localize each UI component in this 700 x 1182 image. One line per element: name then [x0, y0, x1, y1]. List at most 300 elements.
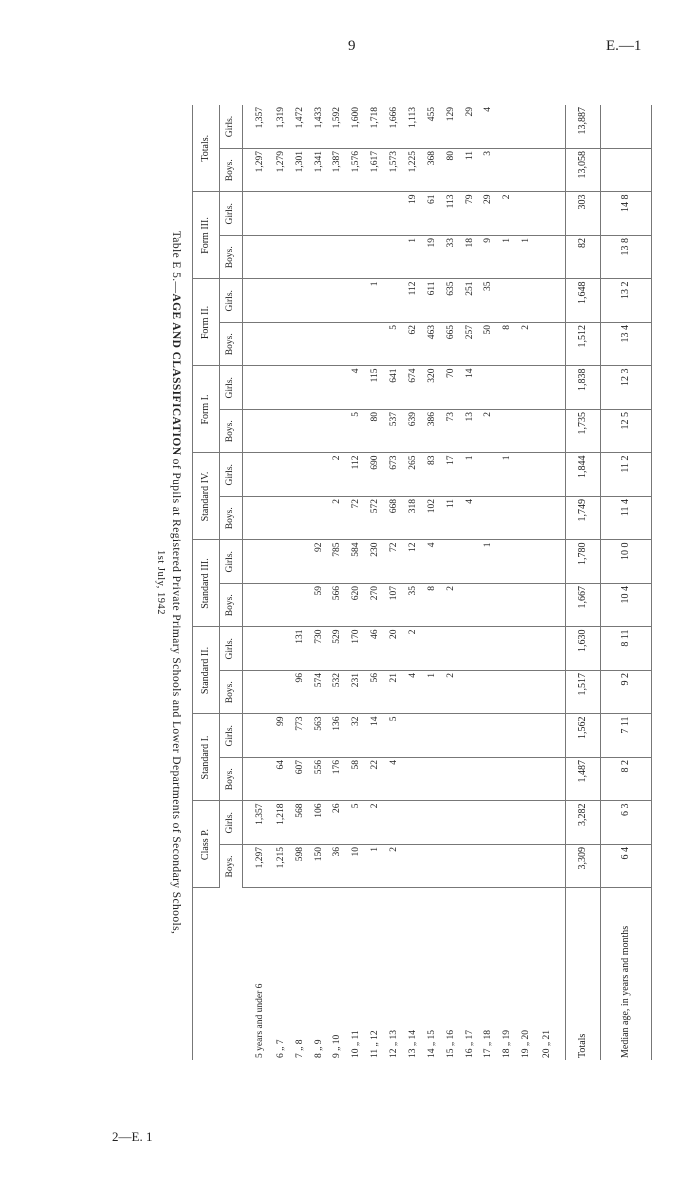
table-cell: 230 [366, 540, 385, 584]
table-cell [385, 279, 404, 323]
table-cell: 1,735 [566, 410, 600, 454]
table-cell [499, 497, 518, 541]
girls-subheader: Girls. [220, 366, 243, 410]
group-header: Totals. [193, 105, 220, 192]
table-cell [404, 845, 423, 889]
table-row [385, 105, 404, 1060]
table-cell [517, 279, 536, 323]
table-row [499, 105, 518, 1060]
table-cell: 72 [385, 540, 404, 584]
table-body [243, 105, 652, 1060]
table-cell [291, 410, 310, 454]
table-cell [404, 758, 423, 802]
table-cell: 9 [480, 236, 499, 280]
table-cell: 13,887 [566, 105, 600, 149]
table-cell: 35 [404, 584, 423, 628]
table-cell: 96 [291, 671, 310, 715]
boys-subheader: Boys. [220, 410, 243, 454]
table-cell [536, 279, 566, 323]
group-header: Standard III. [193, 540, 220, 627]
table-cell: 22 [366, 758, 385, 802]
table-cell: 1,225 [404, 149, 423, 193]
table-cell: 1,780 [566, 540, 600, 584]
table-cell: 463 [423, 323, 442, 367]
table-cell: 70 [442, 366, 461, 410]
table-cell [600, 105, 651, 149]
table-cell [310, 279, 329, 323]
table-cell [536, 105, 566, 149]
table-cell [536, 323, 566, 367]
table-cell: 1,319 [272, 105, 291, 149]
table-cell [499, 671, 518, 715]
table-cell: 4 [404, 671, 423, 715]
table-cell [499, 149, 518, 193]
age-label: 10 „ 11 [351, 1030, 362, 1058]
table-cell: 1,387 [329, 149, 348, 193]
boys-subheader: Boys. [220, 845, 243, 889]
table-cell [442, 801, 461, 845]
table-cell: 1,666 [385, 105, 404, 149]
footer-code: 2—E. 1 [112, 1129, 153, 1144]
table-cell: 1,573 [385, 149, 404, 193]
table-cell [517, 758, 536, 802]
table-cell: 12 5 [600, 410, 651, 454]
table-cell [243, 366, 273, 410]
table-cell [366, 192, 385, 236]
girls-subheader: Girls. [220, 801, 243, 845]
table-cell: 112 [404, 279, 423, 323]
age-label: 17 „ 18 [483, 1030, 494, 1058]
table-cell: 318 [404, 497, 423, 541]
age-label: 7 „ 8 [294, 1039, 305, 1058]
girls-subheader: Girls. [220, 453, 243, 497]
group-header-row [193, 105, 220, 1060]
table-cell: 620 [348, 584, 367, 628]
table-cell [423, 801, 442, 845]
age-label: 19 „ 20 [521, 1030, 532, 1058]
table-cell [243, 279, 273, 323]
table-cell [243, 627, 273, 671]
table-cell: 3 [480, 149, 499, 193]
table-cell [517, 714, 536, 758]
table-cell: 6 3 [600, 801, 651, 845]
table-cell [461, 714, 480, 758]
table-cell [536, 192, 566, 236]
age-label: 8 „ 9 [313, 1039, 324, 1058]
table-cell [243, 714, 273, 758]
boys-subheader: Boys. [220, 236, 243, 280]
table-cell: 11 2 [600, 453, 651, 497]
table-cell: 13 [461, 410, 480, 454]
table-cell: 2 [329, 497, 348, 541]
table-cell [442, 714, 461, 758]
table-cell [272, 584, 291, 628]
table-cell: 79 [461, 192, 480, 236]
table-cell [329, 279, 348, 323]
table-cell: 785 [329, 540, 348, 584]
table-cell [461, 627, 480, 671]
table-cell: 4 [423, 540, 442, 584]
table-cell: 5 [348, 410, 367, 454]
table-cell [517, 671, 536, 715]
table-cell [517, 192, 536, 236]
table-cell: 5 [385, 714, 404, 758]
table-cell [536, 366, 566, 410]
table-cell [480, 584, 499, 628]
table-cell: 112 [348, 453, 367, 497]
table-cell: 58 [348, 758, 367, 802]
table-cell: 1 [499, 453, 518, 497]
table-cell: 176 [329, 758, 348, 802]
table-cell: 12 [404, 540, 423, 584]
row-label-header [193, 888, 243, 1060]
girls-subheader: Girls. [220, 192, 243, 236]
girls-subheader: Girls. [220, 627, 243, 671]
table-cell [272, 627, 291, 671]
table-cell: 92 [310, 540, 329, 584]
group-header: Standard I. [193, 714, 220, 801]
table-cell [536, 801, 566, 845]
table-cell [461, 540, 480, 584]
table-cell: 17 [442, 453, 461, 497]
table-cell [423, 714, 442, 758]
age-label: 15 „ 16 [445, 1030, 456, 1058]
table-cell: 13 2 [600, 279, 651, 323]
table-cell: 50 [480, 323, 499, 367]
table-cell: 303 [566, 192, 600, 236]
table-cell: 102 [423, 497, 442, 541]
table-cell [404, 714, 423, 758]
table-cell [480, 845, 499, 889]
table-cell: 2 [329, 453, 348, 497]
table-cell: 635 [442, 279, 461, 323]
table-row [348, 105, 367, 1060]
table-cell [442, 540, 461, 584]
table-cell: 1 [366, 845, 385, 889]
table-cell: 1 [423, 671, 442, 715]
table-cell: 11 4 [600, 497, 651, 541]
table-cell [442, 627, 461, 671]
table-cell: 33 [442, 236, 461, 280]
table-cell [291, 584, 310, 628]
table-cell [243, 758, 273, 802]
table-cell: 3,282 [566, 801, 600, 845]
table-cell: 170 [348, 627, 367, 671]
table-row [423, 105, 442, 1060]
table-cell [272, 540, 291, 584]
table-cell [499, 627, 518, 671]
table-cell [243, 192, 273, 236]
table-cell: 529 [329, 627, 348, 671]
table-cell: 11 [442, 497, 461, 541]
table-cell: 2 [480, 410, 499, 454]
table-cell: 14 [366, 714, 385, 758]
table-cell [291, 366, 310, 410]
girls-subheader: Girls. [220, 279, 243, 323]
table-cell [272, 192, 291, 236]
table-cell [310, 497, 329, 541]
table-cell [517, 149, 536, 193]
group-header: Standard IV. [193, 453, 220, 540]
table-cell: 690 [366, 453, 385, 497]
table-cell: 56 [366, 671, 385, 715]
table-row [461, 105, 480, 1060]
table-cell [272, 366, 291, 410]
table-cell [329, 192, 348, 236]
table-cell [499, 540, 518, 584]
table-cell [499, 279, 518, 323]
table-cell: 1,667 [566, 584, 600, 628]
table-cell: 1,433 [310, 105, 329, 149]
table-cell: 9 2 [600, 671, 651, 715]
table-cell: 8 [499, 323, 518, 367]
age-label: 16 „ 17 [464, 1030, 475, 1058]
totals-row [566, 105, 600, 1060]
table-cell: 73 [442, 410, 461, 454]
table-cell [600, 149, 651, 193]
table-cell: 8 11 [600, 627, 651, 671]
table-cell: 62 [404, 323, 423, 367]
age-label: 11 „ 12 [370, 1030, 381, 1058]
group-header: Class P. [193, 801, 220, 888]
table-cell [310, 453, 329, 497]
table-cell: 1,472 [291, 105, 310, 149]
table-cell: 83 [423, 453, 442, 497]
table-cell: 4 [480, 105, 499, 149]
table-cell: 537 [385, 410, 404, 454]
table-row [243, 105, 273, 1060]
table-cell: 674 [404, 366, 423, 410]
group-header: Standard II. [193, 627, 220, 714]
table-cell [442, 758, 461, 802]
table-cell: 270 [366, 584, 385, 628]
table-cell: 18 [461, 236, 480, 280]
table-cell: 1 [366, 279, 385, 323]
table-cell: 35 [480, 279, 499, 323]
table-cell: 3,309 [566, 845, 600, 889]
table-cell [499, 105, 518, 149]
table-container [192, 105, 652, 1060]
table-cell [461, 758, 480, 802]
table-cell [272, 236, 291, 280]
table-cell [536, 410, 566, 454]
table-cell [536, 584, 566, 628]
boys-subheader: Boys. [220, 497, 243, 541]
table-cell [291, 453, 310, 497]
table-row [272, 105, 291, 1060]
table-cell [310, 192, 329, 236]
table-row [517, 105, 536, 1060]
table-cell [499, 366, 518, 410]
table-cell: 611 [423, 279, 442, 323]
table-cell [499, 584, 518, 628]
table-cell: 107 [385, 584, 404, 628]
table-cell [480, 714, 499, 758]
table-cell: 12 3 [600, 366, 651, 410]
boys-subheader: Boys. [220, 671, 243, 715]
table-cell: 773 [291, 714, 310, 758]
table-cell [366, 236, 385, 280]
document-code: E.—1 [606, 38, 642, 54]
table-cell [536, 236, 566, 280]
table-cell: 1 [461, 453, 480, 497]
table-cell [272, 671, 291, 715]
table-cell: 1,218 [272, 801, 291, 845]
table-cell: 1,297 [243, 845, 273, 889]
table-cell [423, 758, 442, 802]
table-cell: 13 8 [600, 236, 651, 280]
table-cell: 566 [329, 584, 348, 628]
table-cell [310, 323, 329, 367]
table-cell: 26 [329, 801, 348, 845]
age-label: 12 „ 13 [389, 1030, 399, 1058]
table-cell [517, 497, 536, 541]
table-cell: 320 [423, 366, 442, 410]
table-cell [536, 497, 566, 541]
table-cell [517, 845, 536, 889]
table-cell [291, 323, 310, 367]
table-cell: 1,517 [566, 671, 600, 715]
table-cell: 19 [423, 236, 442, 280]
table-cell: 10 [348, 845, 367, 889]
table-cell: 150 [310, 845, 329, 889]
table-cell: 2 [442, 584, 461, 628]
table-cell [272, 279, 291, 323]
table-cell: 7 11 [600, 714, 651, 758]
table-cell [243, 671, 273, 715]
table-cell [536, 714, 566, 758]
table-cell: 115 [366, 366, 385, 410]
table-cell [404, 801, 423, 845]
table-cell: 1,357 [243, 105, 273, 149]
table-cell [536, 758, 566, 802]
table-cell: 1 [480, 540, 499, 584]
page-number: 9 [348, 38, 356, 54]
age-label: 13 „ 14 [407, 1030, 418, 1058]
table-cell [480, 366, 499, 410]
table-cell [517, 801, 536, 845]
table-cell: 665 [442, 323, 461, 367]
table-cell: 29 [480, 192, 499, 236]
table-cell: 1,630 [566, 627, 600, 671]
table-cell [480, 627, 499, 671]
table-cell: 641 [385, 366, 404, 410]
table-cell: 1 [517, 236, 536, 280]
table-cell: 61 [423, 192, 442, 236]
table-cell: 2 [499, 192, 518, 236]
boys-subheader: Boys. [220, 584, 243, 628]
table-cell [499, 410, 518, 454]
age-label: 9 „ 10 [332, 1034, 343, 1058]
table-cell [480, 671, 499, 715]
table-cell: 46 [366, 627, 385, 671]
table-cell [329, 323, 348, 367]
table-cell [423, 845, 442, 889]
table-cell: 1,487 [566, 758, 600, 802]
age-label: 14 „ 15 [426, 1030, 437, 1058]
table-cell: 11 [461, 149, 480, 193]
table-cell [499, 758, 518, 802]
table-cell [348, 192, 367, 236]
table-cell: 455 [423, 105, 442, 149]
group-header: Form II. [193, 279, 220, 366]
table-cell: 8 2 [600, 758, 651, 802]
girls-subheader: Girls. [220, 105, 243, 149]
table-cell: 129 [442, 105, 461, 149]
table-cell [348, 279, 367, 323]
table-cell: 2 [366, 801, 385, 845]
table-cell [442, 845, 461, 889]
table-cell: 607 [291, 758, 310, 802]
table-cell [461, 845, 480, 889]
table-cell: 10 0 [600, 540, 651, 584]
table-cell: 8 [423, 584, 442, 628]
table-cell [480, 801, 499, 845]
table-cell [385, 236, 404, 280]
table-cell: 1,844 [566, 453, 600, 497]
age-label: 18 „ 19 [502, 1030, 513, 1058]
table-cell: 10 4 [600, 584, 651, 628]
table-cell: 5 [385, 323, 404, 367]
table-cell: 1,341 [310, 149, 329, 193]
table-cell: 2 [442, 671, 461, 715]
table-cell [243, 410, 273, 454]
table-cell: 5 [348, 801, 367, 845]
age-label: 20 „ 21 [542, 1030, 553, 1058]
table-cell: 386 [423, 410, 442, 454]
table-row [404, 105, 423, 1060]
table-cell [517, 540, 536, 584]
median-row [600, 105, 651, 1060]
table-cell: 4 [348, 366, 367, 410]
table-cell: 1,512 [566, 323, 600, 367]
table-cell [329, 410, 348, 454]
table-cell [536, 149, 566, 193]
table-cell: 639 [404, 410, 423, 454]
table-cell [499, 845, 518, 889]
table-cell: 673 [385, 453, 404, 497]
table-cell: 99 [272, 714, 291, 758]
table-cell [536, 671, 566, 715]
table-cell: 1 [404, 236, 423, 280]
table-cell [461, 584, 480, 628]
table-row [329, 105, 348, 1060]
table-row [291, 105, 310, 1060]
table-cell: 4 [385, 758, 404, 802]
table-cell: 231 [348, 671, 367, 715]
table-cell [310, 410, 329, 454]
table-cell: 574 [310, 671, 329, 715]
table-cell: 1,838 [566, 366, 600, 410]
table-cell [517, 366, 536, 410]
table-cell [423, 627, 442, 671]
table-cell [243, 323, 273, 367]
table-cell: 136 [329, 714, 348, 758]
table-row [480, 105, 499, 1060]
table-cell: 1,718 [366, 105, 385, 149]
table-cell: 568 [291, 801, 310, 845]
boys-subheader: Boys. [220, 758, 243, 802]
table-cell: 19 [404, 192, 423, 236]
table-cell: 1,297 [243, 149, 273, 193]
table-cell: 72 [348, 497, 367, 541]
table-cell: 1,617 [366, 149, 385, 193]
table-title: Table E 5.—AGE AND CLASSIFICATION of Pupils at Registered Private Primary Schools and Lower Departments of Secondary Schools, [170, 230, 182, 935]
table-cell [536, 845, 566, 889]
table-row [442, 105, 461, 1060]
table-cell [499, 714, 518, 758]
boys-subheader: Boys. [220, 149, 243, 193]
